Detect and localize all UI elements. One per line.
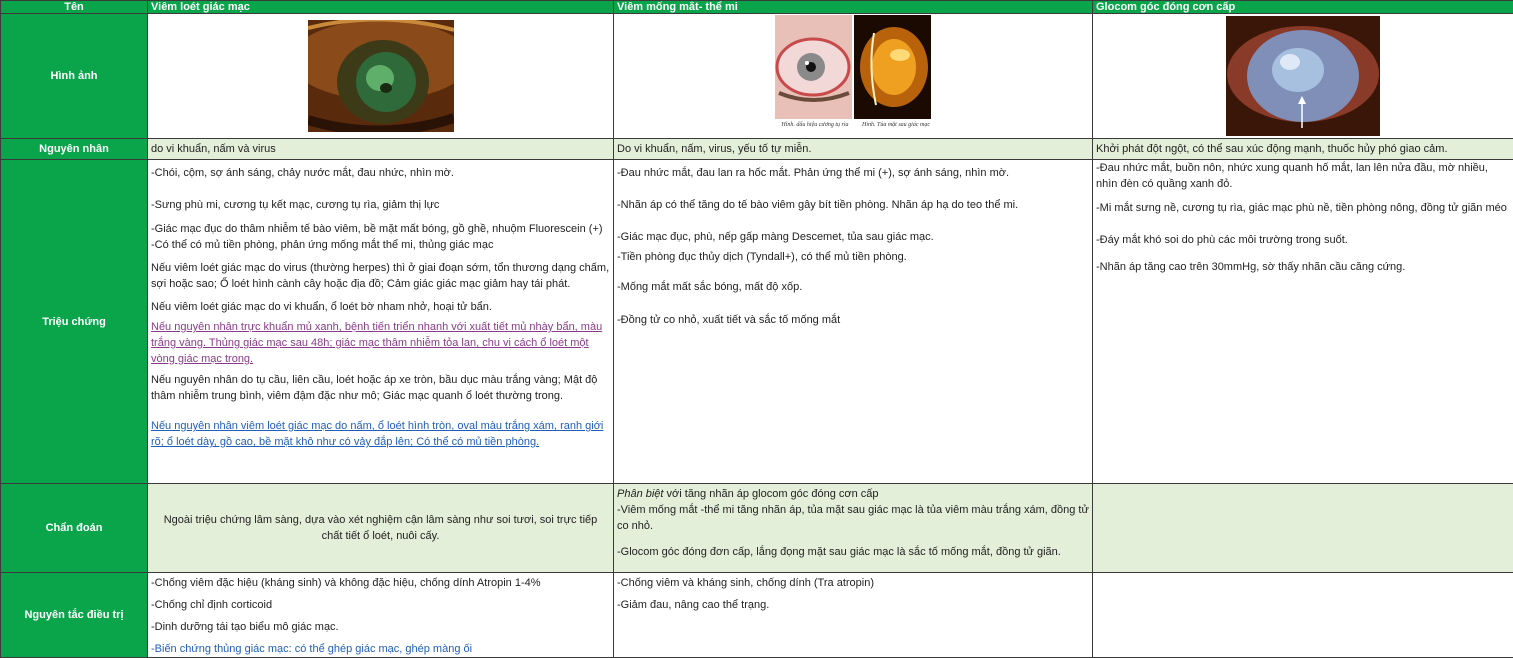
header-iridocyclitis[interactable]: Viêm mống mắt- thể mi <box>614 1 1093 14</box>
row-label-diagnosis[interactable]: Chẩn đoán <box>1 484 148 573</box>
diagnosis-glaucoma[interactable] <box>1093 484 1513 573</box>
header-name[interactable]: Tên <box>1 1 148 14</box>
cause-text-3: Khởi phát đột ngột, có thể sau xúc động mạnh, thuốc hủy phó giao cảm. <box>1096 143 1448 155</box>
row-label-image[interactable]: Hình ảnh <box>1 14 148 139</box>
ciliary-injection-photo <box>775 15 852 119</box>
symptom-3-3: -Đáy mắt khó soi do phù các môi trường trong suốt. <box>1096 232 1510 248</box>
symptom-2-2: -Nhãn áp có thể tăng do tế bào viêm gây bít tiền phòng. Nhãn áp hạ do teo thể mi. <box>617 197 1089 213</box>
header-glaucoma[interactable]: Glocom góc đóng cơn cấp <box>1093 1 1513 14</box>
symptom-1-9[interactable]: Nếu nguyên nhân viêm loét giác mạc do nấm, ổ loét hình tròn, oval màu trắng xám, ranh giới rõ; ổ loét dày, gồ cao, bề mặt khô như có vảy đắp lên; Có thể có mủ tiền phòng. <box>151 418 610 450</box>
symptom-row <box>1 160 1513 484</box>
image-cell-corneal-ulcer[interactable] <box>148 14 614 139</box>
symptom-corneal-ulcer[interactable] <box>148 160 614 484</box>
cause-row <box>1 139 1513 160</box>
diagnosis-row <box>1 484 1513 573</box>
treatment-1-3: -Dinh dưỡng tái tạo biểu mô giác mạc. <box>151 619 610 635</box>
cause-corneal-ulcer[interactable] <box>148 139 614 160</box>
symptom-1-3: -Giác mạc đục do thâm nhiễm tế bào viêm, bề mặt mất bóng, gồ ghề, nhuộm Fluorescein (+) <box>151 221 610 237</box>
symptom-1-5: Nếu viêm loét giác mạc do virus (thường herpes) thì ở giai đoạn sớm, tổn thương dạng chấm, sợi hoặc sao; Ổ loét hình cành cây hoặc địa đồ; Cảm giác giác mạc giảm hay tái phát. <box>151 260 610 292</box>
symptom-2-1: -Đau nhức mắt, đau lan ra hốc mắt. Phản ứng thể mi (+), sợ ánh sáng, nhìn mờ. <box>617 165 1089 181</box>
symptom-1-1: -Chói, cộm, sợ ánh sáng, chảy nước mắt, đau nhức, nhìn mờ. <box>151 165 610 181</box>
treatment-1-1: -Chống viêm đặc hiệu (kháng sinh) và không đặc hiệu, chống dính Atropin 1-4% <box>151 575 610 591</box>
diagnosis-line-1: -Viêm mống mắt -thể mi tăng nhãn áp, tủa mặt sau giác mạc là tủa viêm màu trắng xám, đồng tử co nhỏ. <box>617 502 1089 534</box>
corneal-ulcer-photo <box>308 20 454 132</box>
treatment-iridocyclitis[interactable] <box>614 573 1093 658</box>
keratic-precipitates-photo <box>854 15 931 119</box>
symptom-glaucoma[interactable] <box>1093 160 1513 484</box>
symptom-3-1: -Đau nhức mắt, buồn nôn, nhức xung quanh hố mắt, lan lên nửa đầu, mờ nhiều, nhìn đèn có quầng xanh đỏ. <box>1096 160 1510 192</box>
symptom-1-4: -Có thể có mủ tiền phòng, phản ứng mống mắt thể mi, thủng giác mạc <box>151 237 610 253</box>
cause-text-2: Do vi khuẩn, nấm, virus, yếu tố tự miễn. <box>617 143 811 155</box>
cause-text-1: do vi khuẩn, nấm và virus <box>151 143 276 155</box>
treatment-1-2: -Chống chỉ định corticoid <box>151 597 610 613</box>
symptom-iridocyclitis[interactable] <box>614 160 1093 484</box>
diagnosis-iridocyclitis[interactable] <box>614 484 1093 573</box>
iridocyclitis-photos <box>775 15 931 137</box>
header-corneal-ulcer[interactable]: Viêm loét giác mạc <box>148 1 614 14</box>
diagnosis-intro-italic: Phân biệt <box>617 488 667 500</box>
cause-iridocyclitis[interactable] <box>614 139 1093 160</box>
treatment-2-1: -Chống viêm và kháng sinh, chống dính (Tra atropin) <box>617 575 1089 591</box>
symptom-2-4: -Tiền phòng đục thủy dịch (Tyndall+), có thể mủ tiền phòng. <box>617 249 1089 265</box>
row-label-cause[interactable]: Nguyên nhân <box>1 139 148 160</box>
diagnosis-corneal-ulcer[interactable] <box>148 484 614 573</box>
symptom-1-7[interactable]: Nếu nguyên nhân trực khuẩn mủ xanh, bệnh tiến triển nhanh với xuất tiết mủ nhày bẩn, màu trắng vàng. Thủng giác mạc sau 48h; giác mạc thâm nhiễm tỏa lan, chu vi cách ổ loét một vòng giác mạc trong. <box>151 319 610 367</box>
symptom-1-6: Nếu viêm loét giác mạc do vi khuẩn, ổ loét bờ nham nhở, hoại tử bẩn. <box>151 299 610 315</box>
symptom-2-5: -Mống mắt mất sắc bóng, mất độ xốp. <box>617 279 1089 295</box>
treatment-1-4: -Biến chứng thủng giác mạc: có thể ghép giác mạc, ghép màng ối <box>151 641 610 657</box>
treatment-2-2: -Giảm đau, nâng cao thể trạng. <box>617 597 1089 613</box>
diagnosis-intro-rest: với tăng nhãn áp glocom góc đóng cơn cấp <box>667 488 879 500</box>
symptom-3-2: -Mi mắt sưng nề, cương tụ rìa, giác mạc phù nề, tiền phòng nông, đồng tử giãn méo <box>1096 200 1510 216</box>
symptom-1-8: Nếu nguyên nhân do tụ cầu, liên cầu, loét hoặc áp xe tròn, bầu dục màu trắng vàng; Mật độ thâm nhiễm trung bình, viêm đậm đặc như mô; Giác mạc quanh ổ loét thường trong. <box>151 372 610 404</box>
image-row <box>1 14 1513 139</box>
row-label-symptom[interactable]: Triệu chứng <box>1 160 148 484</box>
header-row <box>1 1 1513 14</box>
diagnosis-text-1: Ngoài triệu chứng lâm sàng, dựa vào xét nghiệm cận lâm sàng như soi tươi, soi trực tiếp chất tiết ổ loét, nuôi cấy. <box>151 512 610 544</box>
cause-glaucoma[interactable] <box>1093 139 1513 160</box>
treatment-row <box>1 573 1513 658</box>
diagnosis-line-2: -Glocom góc đóng đơn cấp, lắng đọng mặt sau giác mạc là sắc tố mống mắt, đồng tử giãn. <box>617 544 1089 560</box>
diagnosis-intro <box>617 486 1089 502</box>
symptom-2-3: -Giác mạc đục, phù, nếp gấp màng Descemet, tủa sau giác mạc. <box>617 229 1089 245</box>
symptom-2-6: -Đồng tử co nhỏ, xuất tiết và sắc tố mống mắt <box>617 312 1089 328</box>
glaucoma-photo <box>1226 16 1380 136</box>
symptom-3-4: -Nhãn áp tăng cao trên 30mmHg, sờ thấy nhãn cầu căng cứng. <box>1096 259 1510 275</box>
treatment-glaucoma[interactable] <box>1093 573 1513 658</box>
treatment-corneal-ulcer[interactable] <box>148 573 614 658</box>
image-cell-glaucoma[interactable] <box>1093 14 1513 139</box>
caption-ciliary: Hình. dấu hiệu cương tụ rìa <box>778 122 852 128</box>
image-cell-iridocyclitis[interactable] <box>614 14 1093 139</box>
row-label-treatment[interactable]: Nguyên tắc điều trị <box>1 573 148 658</box>
symptom-1-2: -Sưng phù mi, cương tụ kết mạc, cương tụ rìa, giảm thị lực <box>151 197 610 213</box>
caption-precipitates: Hình. Tủa mặt sau giác mạc <box>859 122 933 128</box>
